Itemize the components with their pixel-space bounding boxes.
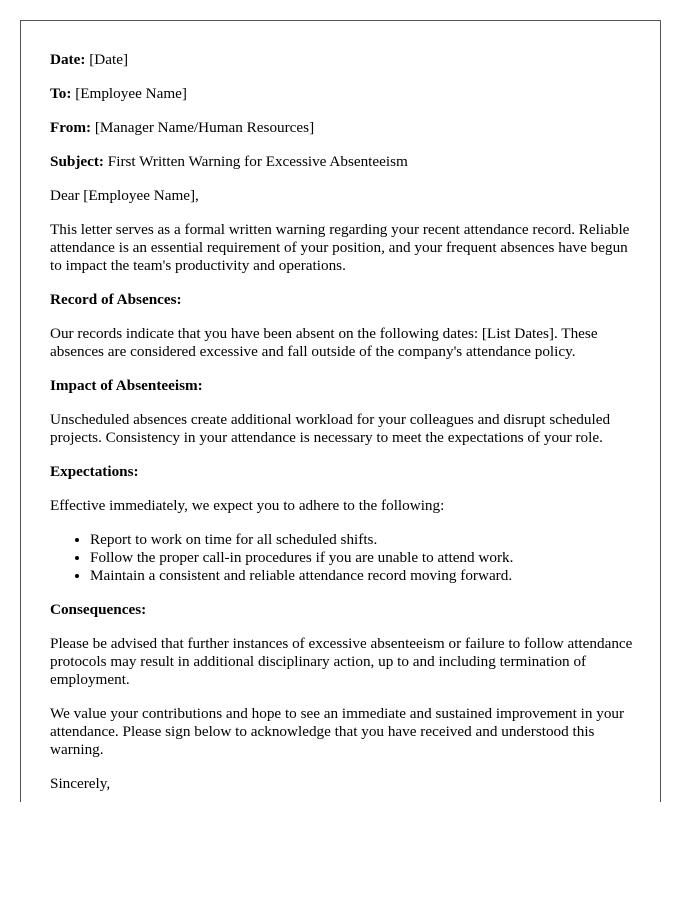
record-paragraph: Our records indicate that you have been absent on the following dates: [List Dates]. These absences are considered excessive and fall outside of the company's attendance policy. xyxy=(50,325,598,360)
from-value: [Manager Name/Human Resources] xyxy=(94,119,315,136)
signoff: Sincerely, xyxy=(50,775,111,792)
record-heading: Record of Absences: xyxy=(50,291,182,308)
expectations-heading: Expectations: xyxy=(50,463,139,480)
expectations-paragraph: Effective immediately, we expect you to adhere to the following: xyxy=(50,497,445,514)
date-label: Date: xyxy=(50,51,86,68)
from-label: From: xyxy=(50,119,92,136)
list-item: • Report to work on time for all scheduled shifts. xyxy=(90,531,640,549)
impact-heading: Impact of Absenteeism: xyxy=(50,377,203,394)
date-value: [Date] xyxy=(89,51,129,68)
to-value: [Employee Name] xyxy=(75,85,187,102)
to-label: To: xyxy=(50,85,72,102)
consequences-paragraph: Please be advised that further instances of excessive absenteeism or failure to follow attendance protocols may result in additional disciplinary action, up to and including termination of employment. xyxy=(50,635,633,688)
list-item: • Maintain a consistent and reliable attendance record moving forward. xyxy=(90,567,640,585)
impact-paragraph: Unscheduled absences create additional workload for your colleagues and disrupt scheduled projects. Consistency in your attendance is necessary to meet the expectations of your role. xyxy=(50,411,611,446)
intro-paragraph: This letter serves as a formal written warning regarding your recent attendance record. Reliable attendance is an essential requirement of your position, and your frequent absences have begun to impact the team's productivity and operations. xyxy=(50,221,630,274)
subject-label: Subject: xyxy=(50,153,104,170)
closing-paragraph: We value your contributions and hope to see an immediate and sustained improvement in your attendance. Please sign below to acknowledge that you have received and understood this warning. xyxy=(50,705,625,758)
subject-line xyxy=(50,153,640,171)
letter-page xyxy=(20,20,661,802)
consequences-heading: Consequences: xyxy=(50,601,147,618)
date-line xyxy=(50,51,640,69)
letter-body xyxy=(50,51,640,802)
from-line xyxy=(50,119,640,137)
to-line xyxy=(50,85,640,103)
list-item: • Follow the proper call-in procedures if you are unable to attend work. xyxy=(90,549,640,567)
expectations-list xyxy=(50,531,640,585)
salutation: Dear [Employee Name], xyxy=(50,187,199,204)
subject-value: First Written Warning for Excessive Absenteeism xyxy=(107,153,408,170)
